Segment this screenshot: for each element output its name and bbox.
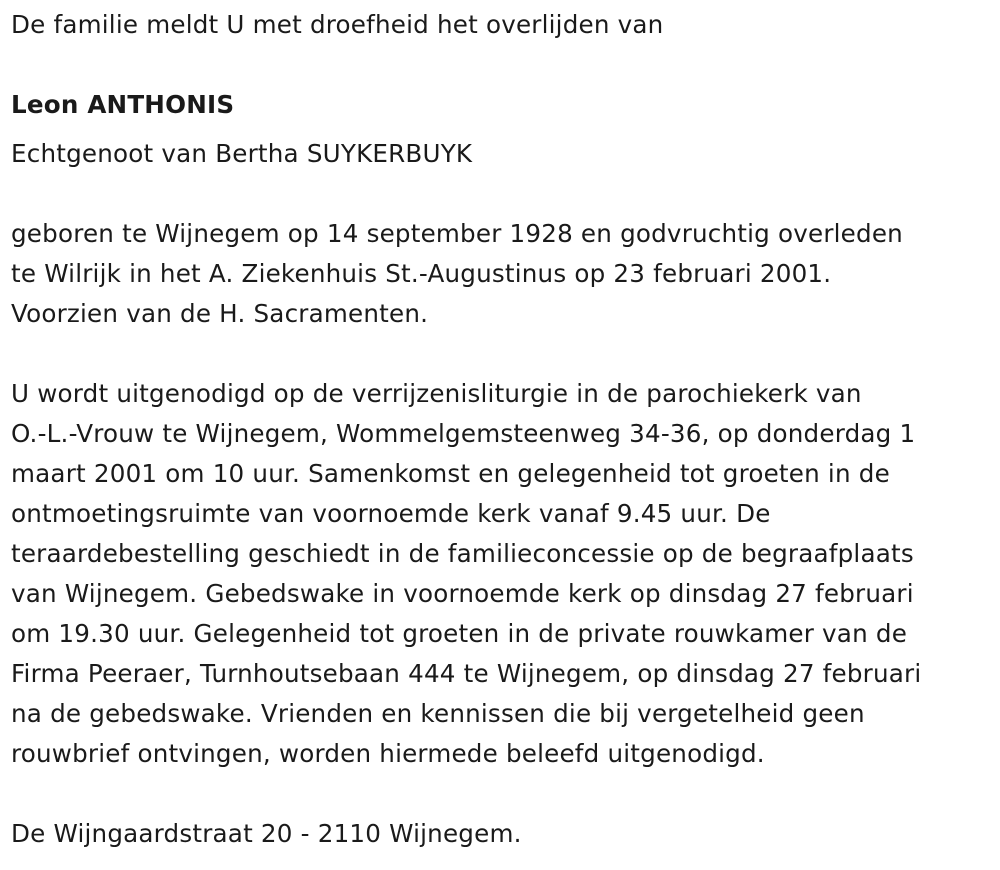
paragraph-line: maart 2001 om 10 uur. Samenkomst en gelegenheid tot groeten in de — [11, 459, 890, 488]
paragraph-line: Firma Peeraer, Turnhoutsebaan 444 te Wijnegem, op dinsdag 27 februari — [11, 659, 922, 688]
paragraph-line: na de gebedswake. Vrienden en kennissen die bij vergetelheid geen — [11, 699, 865, 728]
paragraph-line: ontmoetingsruimte van voornoemde kerk vanaf 9.45 uur. De — [11, 499, 771, 528]
address-line: De Wijngaardstraat 20 - 2110 Wijnegem. — [11, 819, 522, 848]
intro-text: De familie meldt U met droefheid het overlijden van — [11, 10, 664, 39]
paragraph-line: van Wijnegem. Gebedswake in voornoemde kerk op dinsdag 27 februari — [11, 579, 914, 608]
paragraph-line: rouwbrief ontvingen, worden hiermede beleefd uitgenodigd. — [11, 739, 765, 768]
paragraph-line: om 19.30 uur. Gelegenheid tot groeten in de private rouwkamer van de — [11, 619, 908, 648]
birth-death-paragraph — [11, 214, 903, 334]
paragraph-line: Voorzien van de H. Sacramenten. — [11, 299, 429, 328]
ceremony-paragraph — [11, 374, 921, 774]
paragraph-line: O.-L.-Vrouw te Wijnegem, Wommelgemsteenweg 34-36, op donderdag 1 — [11, 419, 916, 448]
paragraph-line: geboren te Wijnegem op 14 september 1928 en godvruchtig overleden — [11, 219, 903, 248]
paragraph-line: teraardebestelling geschiedt in de familieconcessie op de begraafplaats — [11, 539, 914, 568]
paragraph-line: U wordt uitgenodigd op de verrijzenisliturgie in de parochiekerk van — [11, 379, 862, 408]
deceased-name: Leon ANTHONIS — [11, 90, 235, 119]
paragraph-line: te Wilrijk in het A. Ziekenhuis St.-Augustinus op 23 februari 2001. — [11, 259, 832, 288]
spouse-line: Echtgenoot van Bertha SUYKERBUYK — [11, 139, 473, 168]
